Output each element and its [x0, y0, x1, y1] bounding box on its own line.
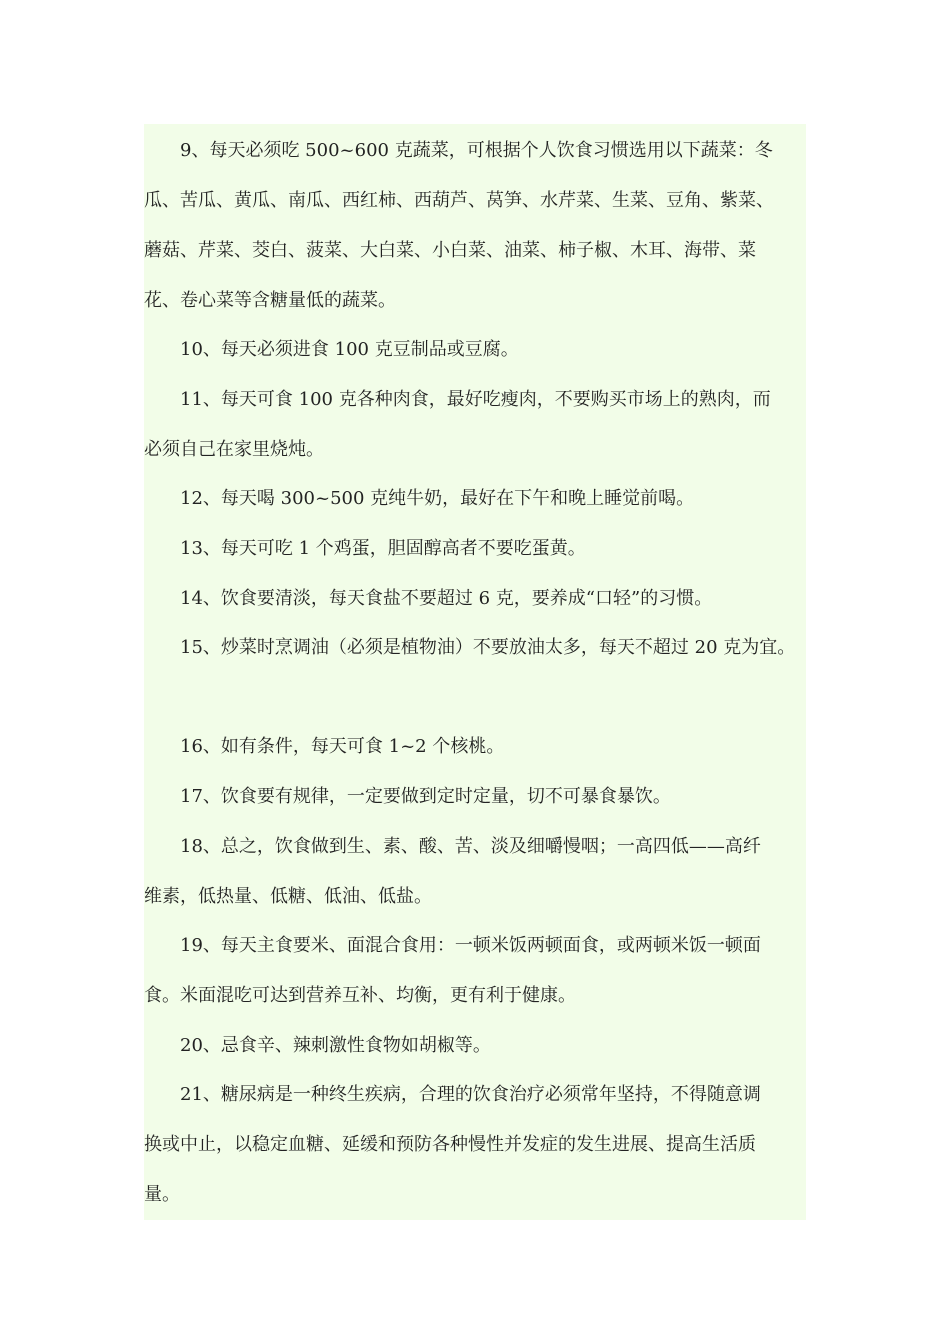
paragraph-11-line-1: 11、每天可食 100 克各种肉食，最好吃瘦肉，不要购买市场上的熟肉，而: [180, 389, 771, 410]
document-text-block: [144, 124, 806, 1220]
paragraph-16: 16、如有条件，每天可食 1~2 个核桃。: [180, 736, 505, 757]
paragraph-9-line-2: 瓜、苦瓜、黄瓜、南瓜、西红柿、西葫芦、莴笋、水芹菜、生菜、豆角、紫菜、: [144, 190, 774, 211]
paragraph-11-line-2: 必须自己在家里烧炖。: [144, 439, 324, 460]
paragraph-14: 14、饮食要清淡，每天食盐不要超过 6 克，要养成“口轻”的习惯。: [180, 588, 713, 609]
paragraph-9-line-3: 蘑菇、芹菜、茭白、菠菜、大白菜、小白菜、油菜、柿子椒、木耳、海带、菜: [144, 240, 756, 261]
paragraph-13: 13、每天可吃 1 个鸡蛋，胆固醇高者不要吃蛋黄。: [180, 538, 586, 559]
paragraph-9-line-4: 花、卷心菜等含糖量低的蔬菜。: [144, 290, 396, 311]
paragraph-19-line-2: 食。米面混吃可达到营养互补、均衡，更有利于健康。: [144, 985, 576, 1006]
paragraph-18-line-2: 维素，低热量、低糖、低油、低盐。: [144, 886, 432, 907]
paragraph-18-line-1: 18、总之，饮食做到生、素、酸、苦、淡及细嚼慢咽；一高四低——高纤: [180, 836, 761, 857]
paragraph-20: 20、忌食辛、辣刺激性食物如胡椒等。: [180, 1035, 491, 1056]
paragraph-19-line-1: 19、每天主食要米、面混合食用：一顿米饭两顿面食，或两顿米饭一顿面: [180, 935, 761, 956]
paragraph-21-line-3: 量。: [144, 1184, 180, 1205]
paragraph-9-line-1: 9、每天必须吃 500~600 克蔬菜，可根据个人饮食习惯选用以下蔬菜：冬: [180, 140, 773, 161]
paragraph-10: 10、每天必须进食 100 克豆制品或豆腐。: [180, 339, 519, 360]
paragraph-17: 17、饮食要有规律，一定要做到定时定量，切不可暴食暴饮。: [180, 786, 671, 807]
paragraph-12: 12、每天喝 300~500 克纯牛奶，最好在下午和晚上睡觉前喝。: [180, 488, 695, 509]
paragraph-15: 15、炒菜时烹调油（必须是植物油）不要放油太多，每天不超过 20 克为宜。: [180, 637, 796, 658]
paragraph-21-line-1: 21、糖尿病是一种终生疾病，合理的饮食治疗必须常年坚持，不得随意调: [180, 1084, 761, 1105]
paragraph-21-line-2: 换或中止，以稳定血糖、延缓和预防各种慢性并发症的发生进展、提高生活质: [144, 1134, 756, 1155]
